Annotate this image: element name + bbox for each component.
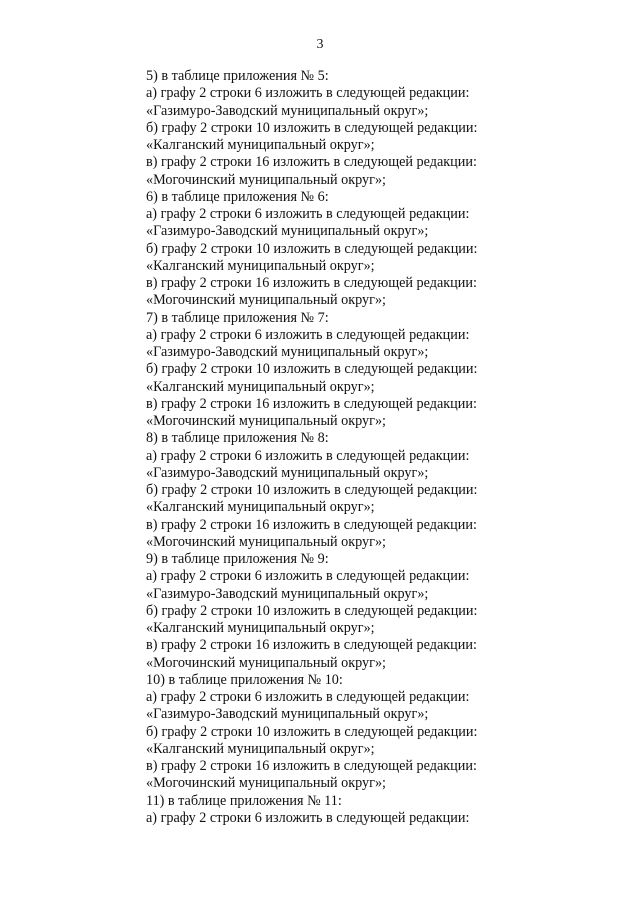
text-line: 9) в таблице приложения № 9:	[146, 551, 329, 567]
text-line: б) графу 2 строки 10 изложить в следующей редакции:	[146, 602, 478, 619]
text-line: «Могочинский муниципальный округ»;	[146, 654, 386, 671]
text-line: «Газимуро-Заводский муниципальный округ»;	[146, 344, 429, 360]
text-line: «Калганский муниципальный округ»;	[146, 740, 375, 757]
text-line: «Калганский муниципальный округ»;	[146, 137, 375, 153]
text-line: а) графу 2 строки 6 изложить в следующей редакции:	[146, 689, 470, 705]
text-line: в) графу 2 строки 16 изложить в следующей редакции:	[146, 637, 477, 654]
text-line: в) графу 2 строки 16 изложить в следующей редакции:	[146, 516, 477, 533]
text-line: 5) в таблице приложения № 5:	[146, 68, 329, 84]
text-line: «Калганский муниципальный округ»;	[146, 620, 375, 636]
text-line: в) графу 2 строки 16 изложить в следующей редакции:	[146, 758, 477, 774]
text-line: «Калганский муниципальный округ»;	[146, 499, 375, 516]
text-line: в) графу 2 строки 16 изложить в следующей редакции:	[146, 395, 477, 412]
text-line: «Могочинский муниципальный округ»;	[146, 775, 386, 792]
text-line: «Газимуро-Заводский муниципальный округ»;	[146, 102, 429, 119]
text-line: а) графу 2 строки 6 изложить в следующей редакции:	[146, 568, 470, 585]
text-line: «Калганский муниципальный округ»;	[146, 257, 375, 274]
text-line: «Газимуро-Заводский муниципальный округ»;	[146, 585, 429, 602]
text-line: «Газимуро-Заводский муниципальный округ»;	[146, 223, 429, 240]
text-line: 8) в таблице приложения № 8:	[146, 430, 329, 447]
text-line: «Могочинский муниципальный округ»;	[146, 292, 386, 309]
text-line: 10) в таблице приложения № 10:	[146, 671, 343, 688]
text-line: а) графу 2 строки 6 изложить в следующей редакции:	[146, 326, 470, 343]
text-line: б) графу 2 строки 10 изложить в следующей редакции:	[146, 361, 478, 378]
text-line: «Калганский муниципальный округ»;	[146, 378, 375, 395]
text-line: б) графу 2 строки 10 изложить в следующей редакции:	[146, 119, 478, 136]
text-line: 11) в таблице приложения № 11:	[146, 792, 342, 809]
text-line: «Газимуро-Заводский муниципальный округ»;	[146, 464, 429, 481]
text-line: «Могочинский муниципальный округ»;	[146, 413, 386, 429]
text-line: в) графу 2 строки 16 изложить в следующей редакции:	[146, 154, 477, 171]
text-line: б) графу 2 строки 10 изложить в следующей редакции:	[146, 723, 478, 740]
text-line: «Могочинский муниципальный округ»;	[146, 171, 386, 188]
text-line: б) графу 2 строки 10 изложить в следующей редакции:	[146, 482, 478, 498]
text-line: «Могочинский муниципальный округ»;	[146, 533, 386, 550]
text-line: 7) в таблице приложения № 7:	[146, 309, 329, 326]
text-line: а) графу 2 строки 6 изложить в следующей редакции:	[146, 206, 470, 222]
text-line: б) графу 2 строки 10 изложить в следующей редакции:	[146, 240, 478, 257]
document-body	[146, 68, 586, 827]
text-line: в) графу 2 строки 16 изложить в следующей редакции:	[146, 275, 477, 291]
text-line: 6) в таблице приложения № 6:	[146, 188, 329, 205]
text-line: «Газимуро-Заводский муниципальный округ»;	[146, 706, 429, 723]
text-line: а) графу 2 строки 6 изложить в следующей редакции:	[146, 85, 470, 102]
text-line: а) графу 2 строки 6 изложить в следующей редакции:	[146, 447, 470, 464]
text-line: а) графу 2 строки 6 изложить в следующей редакции:	[146, 809, 470, 826]
page-number: 3	[316, 37, 324, 52]
